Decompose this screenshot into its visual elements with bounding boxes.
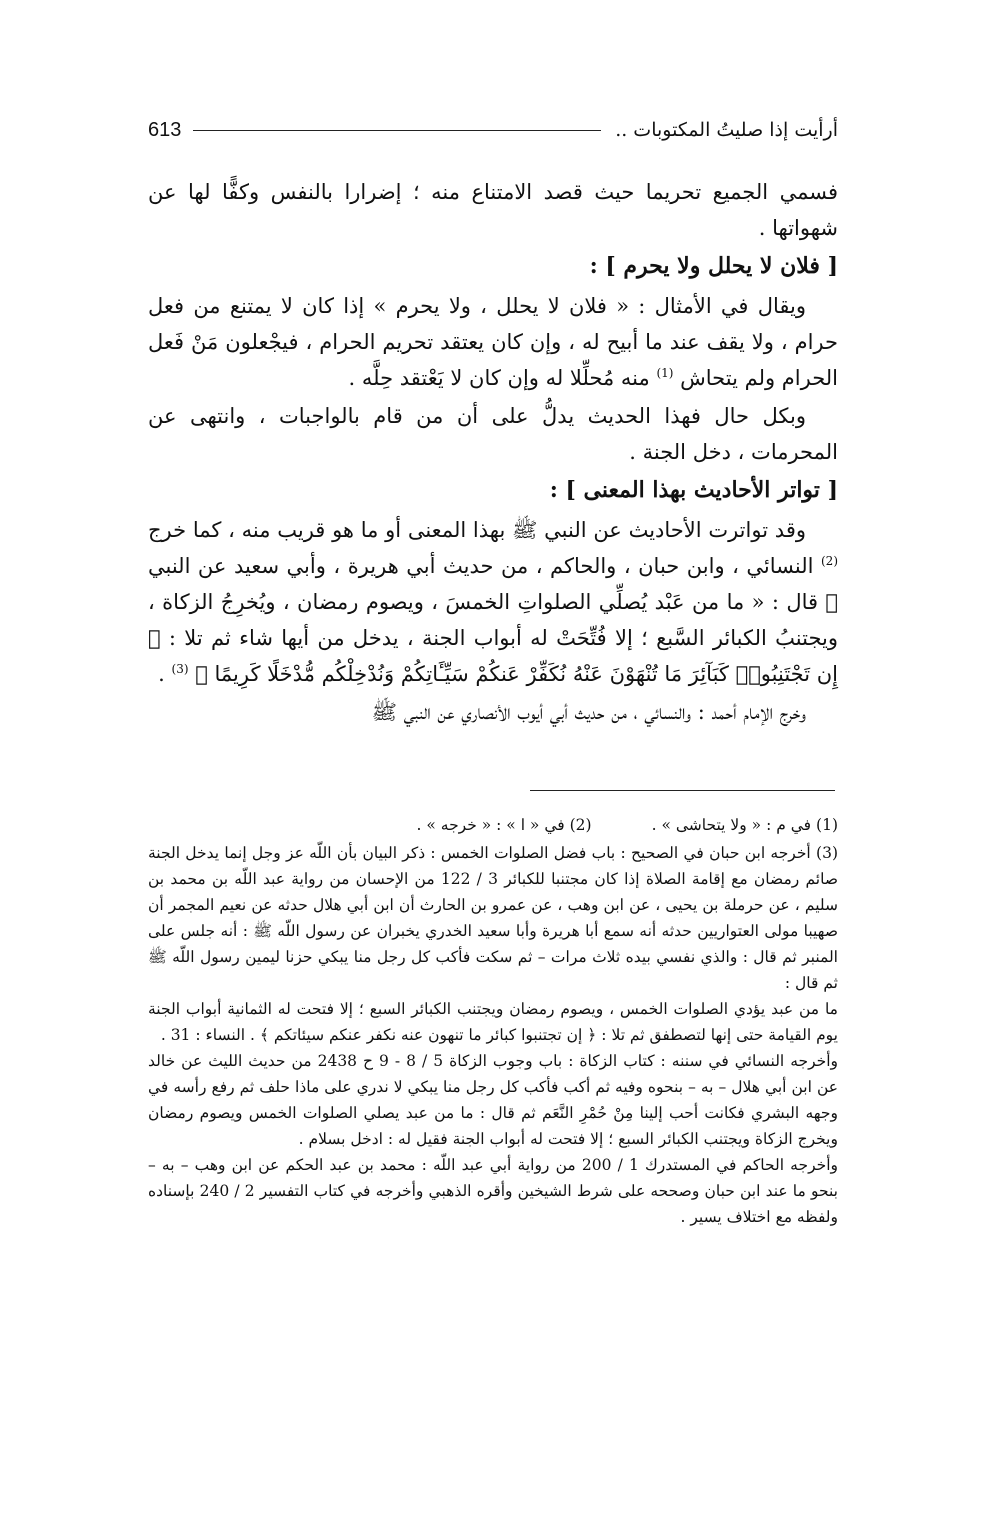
paragraph-4-text-c: . xyxy=(158,662,165,686)
paragraph-3: وبكل حال فهذا الحديث يدلُّ على أن من قام بالواجبات ، وانتهى عن المحرمات ، دخل الجنة . xyxy=(148,404,838,464)
paragraph-4-text-b: النسائي ، وابن حبان ، والحاكم ، من حديث أبي هريرة ، وأبي سعيد عن النبي ﷺ قال : « ما من عَبْد يُصلِّي الصلواتِ الخمسَ ، ويصوم رمضان ، ويُخرِجُ الزكاة ، ويجتنبُ الكبائر السَّبع ؛ إلا فُتِّحَتْ له أبواب الجنة ، يدخل من أيها شاء ثم تلا : ﴿ إِن تَجْتَنِبُوا۟ كَبَآئِرَ مَا تُنْهَوْنَ عَنْهُ نُكَفِّرْ عَنكُمْ سَيِّـَٔاتِكُمْ وَنُدْخِلْكُم مُّدْخَلًا كَرِيمًا ﴾ xyxy=(148,554,838,686)
footnote-3-hadith: ما من عبد يؤدي الصلوات الخمس ، ويصوم رمضان ويجتنب الكبائر السبع ؛ إلا فتحت له الثمانية أبواب الجنة يوم القيامة حتى إنها لتصطفق ثم تلا : ﴿ إن تجتنبوا كبائر ما تنهون عنه نكفر عنكم سيئاتكم ﴾ . النساء : 31 . xyxy=(148,1000,838,1044)
paragraph-4-text-a: وقد تواترت الأحاديث عن النبي ﷺ بهذا المعنى أو ما هو قريب منه ، كما خرج xyxy=(148,518,806,542)
paragraph-2-text-b: منه مُحلِّلا له وإن كان لا يَعْتقد حِلَّه . xyxy=(348,366,650,390)
paragraph-4 xyxy=(148,512,838,692)
footnote-1: (1) في م : « ولا يتحاشى » . xyxy=(651,816,838,834)
footnote-separator xyxy=(530,790,835,791)
running-title: أرأيت إذا صليتُ المكتوبات .. xyxy=(615,119,838,141)
main-text xyxy=(148,174,838,732)
footnote-3-hakim: وأخرجه الحاكم في المستدرك 1 / 200 من رواية أبي عبد اللّه : محمد بن عبد الحكم عن ابن وهب – به – بنحو ما عند ابن حبان وصححه على شرط الشيخين وأقره الذهبي وأخرجه في كتاب التفسير 2 / 240 بإسناده ولفظه مع اختلاف يسير . xyxy=(148,1156,838,1226)
footnote-row-short xyxy=(148,812,838,838)
footnote-ref-2: (2) xyxy=(820,554,838,568)
paragraph-2 xyxy=(148,288,838,396)
running-header xyxy=(148,114,838,146)
footnote-3: (3) أخرجه ابن حبان في الصحيح : باب فضل الصلوات الخمس : ذكر البيان بأن اللّه عز وجل إنما يدخل الجنة صائم رمضان مع إقامة الصلاة إذا كان مجتنبا للكبائر 3 / 122 من الإحسان من رواية عبد اللّه بن محمد بن سليم ، عن حرملة بن يحيى ، عن ابن وهب ، عن عمرو بن الحارث أن ابن أبي هلال حدثه عن نعيم المجمر أن صهيبا مولى العتواريين حدثه أنه سمع أبا هريرة وأبا سعيد الخدري يخبران عن رسول اللّه ﷺ : أنه جلس على المنبر ثم قال : والذي نفسي بيده ثلاث مرات – ثم سكت فأكب كل رجل منا يبكي حزنا ليمين رسول اللّه ﷺ ثم قال : xyxy=(148,844,838,992)
page-number: 613 xyxy=(148,118,182,141)
section-heading-1: [ فلان لا يحلل ولا يحرم ] : xyxy=(589,253,838,279)
header-rule xyxy=(193,130,601,131)
paragraph-1: فسمي الجميع تحريما حيث قصد الامتناع منه ؛ إضرارا بالنفس وكفًّا لها عن شهواتها . xyxy=(148,180,838,240)
footnotes xyxy=(148,812,838,1230)
footnote-ref-3: (3) xyxy=(171,662,189,676)
paragraph-5: وخرج الإمام أحمد : والنسائي ، من حديث أبي أيوب الأنصاري عن النبي ﷺ xyxy=(371,700,806,724)
footnote-ref-1: (1) xyxy=(656,366,674,380)
section-heading-2: [ تواتر الأحاديث بهذا المعنى ] : xyxy=(549,477,838,503)
footnote-3-nasai: وأخرجه النسائي في سننه : كتاب الزكاة : باب وجوب الزكاة 5 / 8 - 9 ح 2438 من حديث الليث عن خالد عن ابن أبي هلال – به – بنحوه وفيه ثم أكب فأكب كل رجل منا يبكي لا ندري على ماذا حلف ثم رفع رأسه في وجهه البشري فكانت أحب إلينا مِنْ حُمْرِ النَّعَم ثم قال : ما من عبد يصلي الصلوات الخمس ويصوم رمضان ويخرج الزكاة ويجتنب الكبائر السبع ؛ إلا فتحت له أبواب الجنة فقيل له : ادخل بسلام . xyxy=(148,1052,839,1148)
paragraph-2-text-a: ويقال في الأمثال : « فلان لا يحلل ، ولا يحرم » إذا كان لا يمتنع من فعل حرام ، ولا يقف عند ما أبيح له ، وإن كان يعتقد تحريم الحرام ، فيجْعلون مَنْ فَعل الحرام ولم يتحاش xyxy=(148,294,838,390)
footnote-2: (2) في « ا » : « خرجه » . xyxy=(416,816,592,834)
